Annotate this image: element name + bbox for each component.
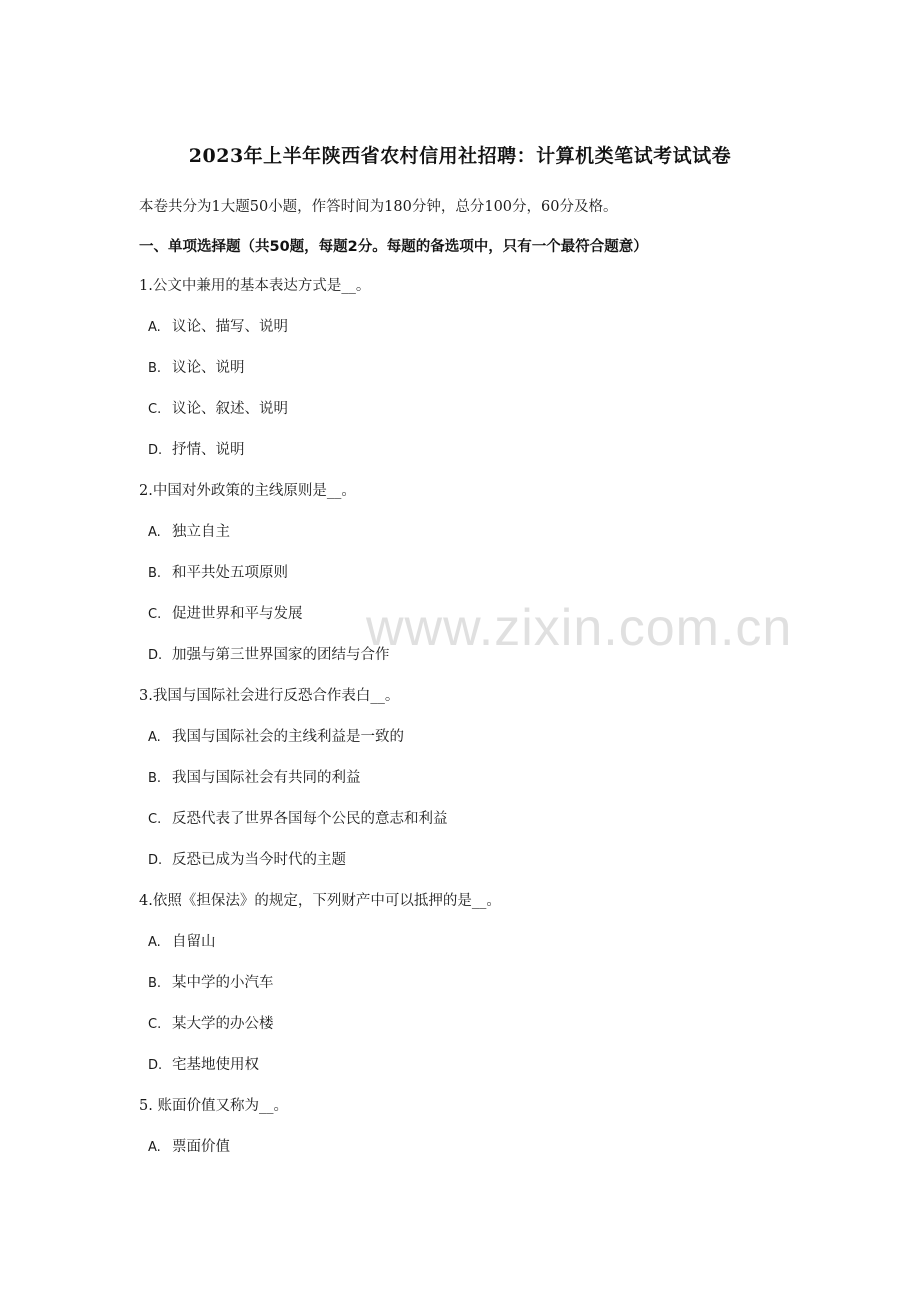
question-3: 3.我国与国际社会进行反恐合作表白__。 bbox=[139, 688, 400, 704]
question-5: 5. 账面价值又称为__。 bbox=[139, 1098, 288, 1114]
option-letter: B. bbox=[148, 566, 162, 581]
option-text: 某大学的办公楼 bbox=[172, 1016, 274, 1032]
option-letter: B. bbox=[148, 771, 162, 786]
option-text: 独立自主 bbox=[172, 524, 230, 540]
option-text: 票面价值 bbox=[172, 1139, 230, 1155]
option-letter: A. bbox=[148, 935, 161, 950]
option-text: 促进世界和平与发展 bbox=[172, 606, 303, 622]
option-letter: C. bbox=[148, 1017, 162, 1032]
option-2d bbox=[139, 646, 799, 687]
option-4d bbox=[139, 1056, 799, 1097]
question-1: 1.公文中兼用的基本表达方式是__。 bbox=[139, 278, 371, 294]
question-4: 4.依照《担保法》的规定，下列财产中可以抵押的是__。 bbox=[139, 893, 501, 909]
option-text: 和平共处五项原则 bbox=[172, 565, 288, 581]
option-text: 某中学的小汽车 bbox=[172, 975, 274, 991]
option-text: 我国与国际社会有共同的利益 bbox=[172, 770, 361, 786]
option-letter: A. bbox=[148, 1140, 161, 1155]
option-3c bbox=[139, 810, 799, 851]
question-list bbox=[139, 277, 799, 1179]
option-letter: D. bbox=[148, 1058, 163, 1073]
option-text: 抒情、说明 bbox=[172, 442, 245, 458]
option-text: 议论、描写、说明 bbox=[172, 319, 288, 335]
option-1c bbox=[139, 400, 799, 441]
option-1a bbox=[139, 318, 799, 359]
option-letter: B. bbox=[148, 361, 162, 376]
option-2c bbox=[139, 605, 799, 646]
option-3a bbox=[139, 728, 799, 769]
option-3b bbox=[139, 769, 799, 810]
section-heading: 一、单项选择题（共50题，每题2分。每题的备选项中，只有一个最符合题意） bbox=[139, 239, 648, 255]
option-4c bbox=[139, 1015, 799, 1056]
option-text: 自留山 bbox=[172, 934, 216, 950]
option-letter: A. bbox=[148, 525, 161, 540]
option-letter: C. bbox=[148, 607, 162, 622]
option-letter: B. bbox=[148, 976, 162, 991]
option-text: 议论、叙述、说明 bbox=[172, 401, 288, 417]
option-letter: C. bbox=[148, 812, 162, 827]
document-title: 2023年上半年陕西省农村信用社招聘：计算机类笔试考试试卷 bbox=[188, 145, 732, 167]
option-text: 反恐代表了世界各国每个公民的意志和利益 bbox=[172, 811, 448, 827]
option-letter: A. bbox=[148, 320, 161, 335]
option-2b bbox=[139, 564, 799, 605]
option-text: 加强与第三世界国家的团结与合作 bbox=[172, 647, 390, 663]
option-1d bbox=[139, 441, 799, 482]
option-letter: C. bbox=[148, 402, 162, 417]
exam-intro: 本卷共分为1大题50小题，作答时间为180分钟，总分100分，60分及格。 bbox=[139, 199, 618, 215]
option-letter: D. bbox=[148, 443, 163, 458]
option-text: 议论、说明 bbox=[172, 360, 245, 376]
option-text: 反恐已成为当今时代的主题 bbox=[172, 852, 346, 868]
question-2: 2.中国对外政策的主线原则是__。 bbox=[139, 483, 356, 499]
option-2a bbox=[139, 523, 799, 564]
option-letter: A. bbox=[148, 730, 161, 745]
option-letter: D. bbox=[148, 853, 163, 868]
option-4a bbox=[139, 933, 799, 974]
watermark: www.zixin.com.cn bbox=[366, 599, 793, 657]
option-letter: D. bbox=[148, 648, 163, 663]
option-1b bbox=[139, 359, 799, 400]
option-3d bbox=[139, 851, 799, 892]
option-text: 我国与国际社会的主线利益是一致的 bbox=[172, 729, 404, 745]
option-text: 宅基地使用权 bbox=[172, 1057, 259, 1073]
option-4b bbox=[139, 974, 799, 1015]
option-5a bbox=[139, 1138, 799, 1179]
